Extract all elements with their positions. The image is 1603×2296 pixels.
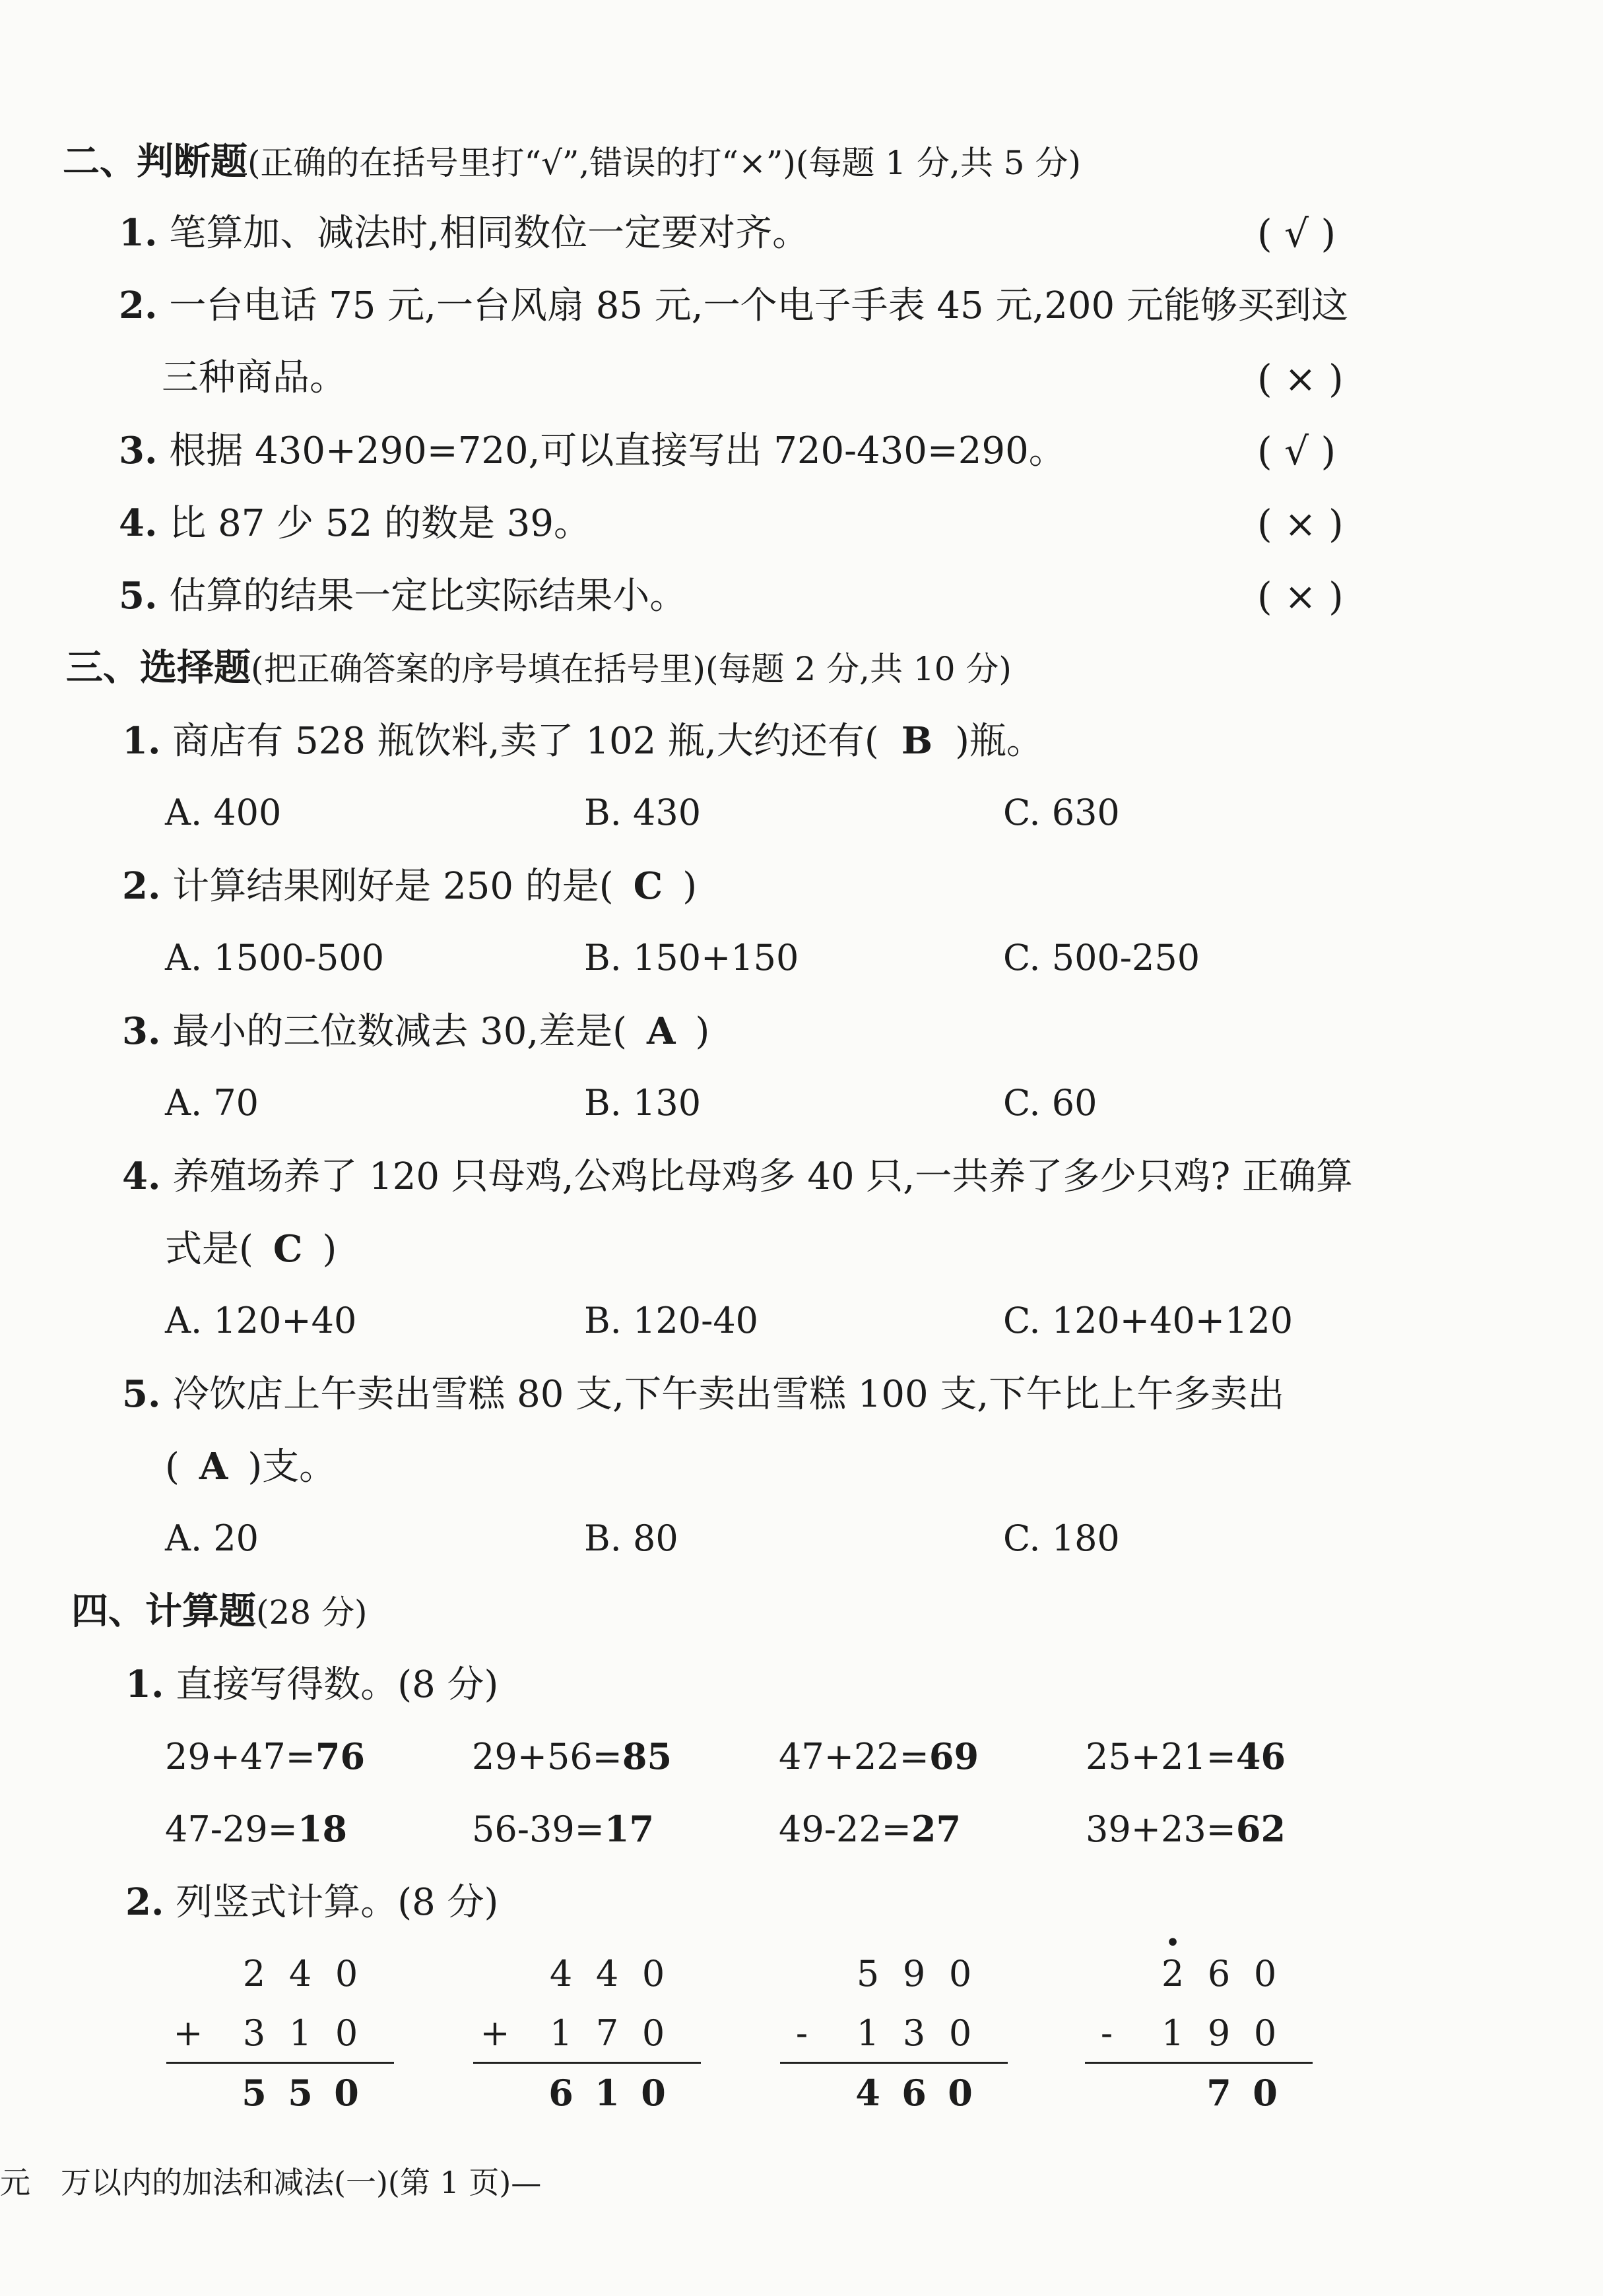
choice-item-5: 5. 冷饮店上午卖出雪糕 80 支,下午卖出雪糕 100 支,下午比上午多卖出 xyxy=(122,1372,1285,1416)
calc-q2-heading: 2. 列竖式计算。(8 分) xyxy=(125,1880,499,1924)
judge-item-1: 1. 笔算加、减法时,相同数位一定要对齐。 xyxy=(119,211,810,255)
judge-section-heading xyxy=(63,141,1082,183)
sum-line xyxy=(473,2062,701,2064)
mental-calc-item: 29+56=85 xyxy=(472,1735,672,1777)
judge-item-4: 4. 比 87 少 52 的数是 39。 xyxy=(119,501,591,545)
choice-4-option-a: A. 120+40 xyxy=(165,1300,357,1341)
calc-q1-heading: 1. 直接写得数。(8 分) xyxy=(125,1663,499,1706)
judge-item-2-cont: 三种商品。 xyxy=(162,356,346,399)
calc-section-heading xyxy=(71,1590,368,1633)
mental-calc-item: 25+21=46 xyxy=(1086,1735,1286,1777)
choice-item-3: 3. 最小的三位数减去 30,差是( A ) xyxy=(122,1009,710,1053)
judge-item-5: 5. 估算的结果一定比实际结果小。 xyxy=(119,574,687,618)
judge-answer-3: ( √ ) xyxy=(1257,429,1336,474)
choice-answer-4: C xyxy=(273,1227,303,1271)
choice-2-option-b: B. 150+150 xyxy=(584,937,799,978)
choice-4-option-b: B. 120-40 xyxy=(584,1300,759,1341)
choice-item-5-cont: ( A )支。 xyxy=(165,1445,337,1488)
choice-note: (把正确答案的序号填在括号里)(每题 2 分,共 10 分) xyxy=(251,650,1012,688)
choice-1-option-c: C. 630 xyxy=(1003,792,1120,833)
calc-note: (28 分) xyxy=(256,1593,368,1632)
calc-title: 四、计算题 xyxy=(71,1590,256,1633)
choice-item-4: 4. 养殖场养了 120 只母鸡,公鸡比母鸡多 40 只,一共养了多少只鸡? 正确算 xyxy=(122,1155,1354,1198)
choice-2-option-c: C. 500-250 xyxy=(1003,937,1200,978)
choice-3-option-a: A. 70 xyxy=(165,1082,259,1124)
choice-5-option-c: C. 180 xyxy=(1003,1517,1120,1559)
choice-answer-2: C xyxy=(633,864,663,908)
mental-calc-item: 56-39=17 xyxy=(472,1808,655,1850)
choice-5-option-a: A. 20 xyxy=(165,1517,259,1559)
mental-calc-item: 39+23=62 xyxy=(1086,1808,1286,1850)
borrow-dot: • xyxy=(1165,1928,1181,1958)
judge-title: 二、判断题 xyxy=(63,141,247,183)
judge-answer-5: ( × ) xyxy=(1257,574,1344,619)
mental-calc-item: 47-29=18 xyxy=(165,1808,348,1850)
choice-answer-5: A xyxy=(199,1445,228,1488)
judge-item-3: 3. 根据 430+290=720,可以直接写出 720-430=290。 xyxy=(119,429,1066,472)
choice-3-option-c: C. 60 xyxy=(1003,1082,1097,1124)
choice-1-option-a: A. 400 xyxy=(165,792,282,833)
judge-answer-1: ( √ ) xyxy=(1257,211,1336,256)
choice-4-option-c: C. 120+40+120 xyxy=(1003,1300,1293,1341)
choice-item-4-cont: 式是( C ) xyxy=(165,1227,337,1271)
judge-note: (正确的在括号里打“√”,错误的打“×”)(每题 1 分,共 5 分) xyxy=(247,144,1082,182)
choice-answer-3: A xyxy=(647,1009,676,1053)
choice-item-1: 1. 商店有 528 瓶饮料,卖了 102 瓶,大约还有( B )瓶。 xyxy=(122,719,1043,763)
mental-calc-item: 49-22=27 xyxy=(779,1808,962,1850)
difference-line xyxy=(780,2062,1008,2064)
judge-answer-4: ( × ) xyxy=(1257,501,1344,546)
judge-item-2: 2. 一台电话 75 元,一台风扇 85 元,一个电子手表 45 元,200 元能够买到这 xyxy=(119,284,1348,327)
difference-line xyxy=(1085,2062,1313,2064)
choice-title: 三、选择题 xyxy=(66,647,251,689)
choice-item-2: 2. 计算结果刚好是 250 的是( C ) xyxy=(122,864,698,908)
choice-5-option-b: B. 80 xyxy=(584,1517,678,1559)
choice-section-heading xyxy=(66,647,1012,689)
judge-answer-2: ( × ) xyxy=(1257,356,1344,401)
choice-3-option-b: B. 130 xyxy=(584,1082,702,1124)
mental-calc-item: 29+47=76 xyxy=(165,1735,366,1777)
page-footer: 元 万以内的加法和减法(一)(第 1 页)— xyxy=(0,2165,542,2200)
choice-1-option-b: B. 430 xyxy=(584,792,702,833)
sum-line xyxy=(166,2062,394,2064)
choice-2-option-a: A. 1500-500 xyxy=(165,937,385,978)
mental-calc-item: 47+22=69 xyxy=(779,1735,979,1777)
choice-answer-1: B xyxy=(901,719,933,763)
